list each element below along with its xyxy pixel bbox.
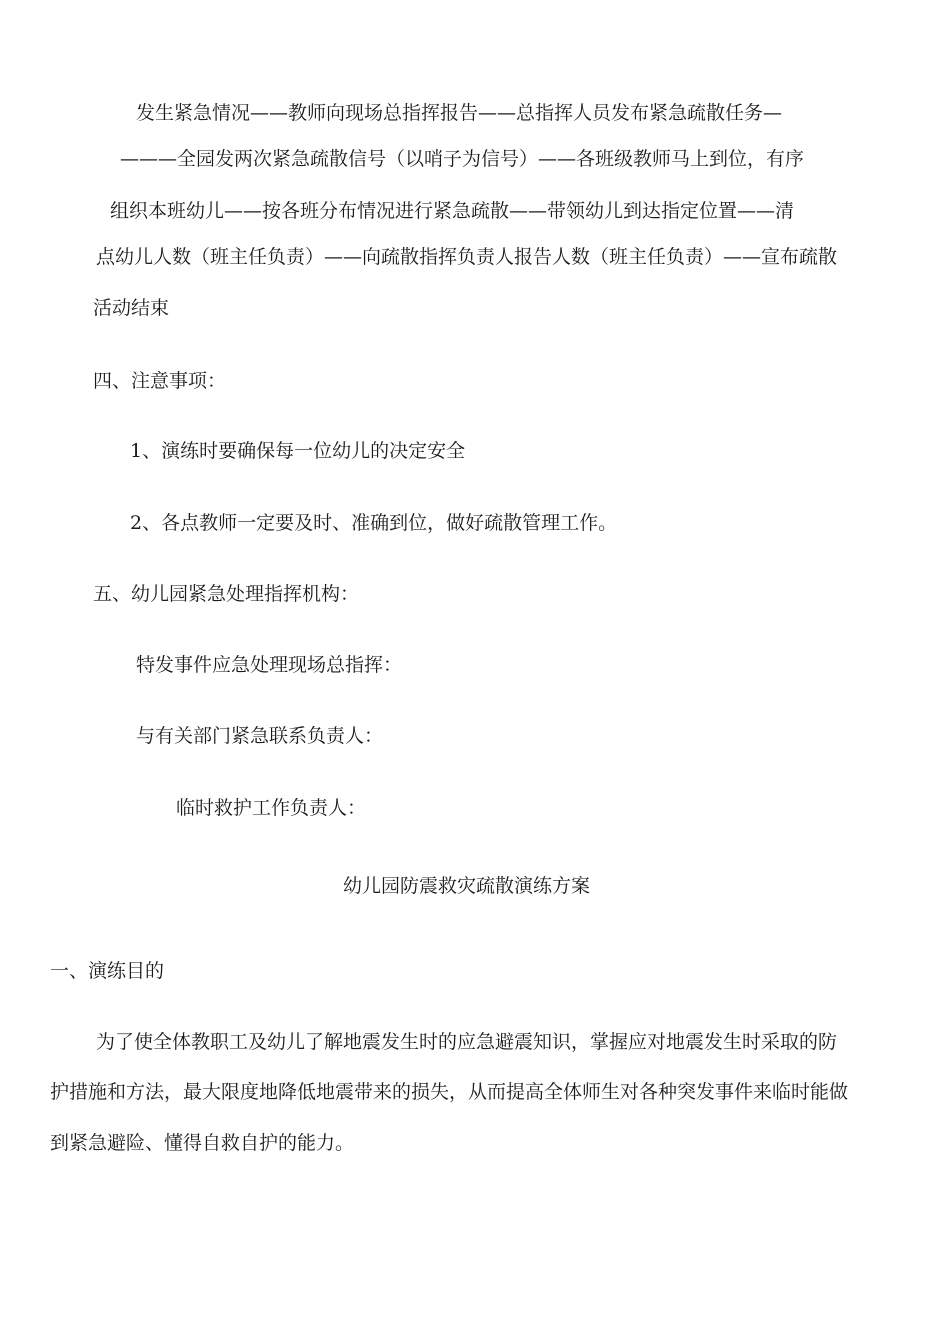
purpose-paragraph-line-1: 为了使全体教职工及幼儿了解地震发生时的应急避震知识，掌握应对地震发生时采取的防 (96, 1031, 838, 1053)
plan-section-1-heading: 一、演练目的 (50, 960, 165, 982)
procedure-line-4: 点幼儿人数（班主任负责）——向疏散指挥负责人报告人数（班主任负责）——宣布疏散 (96, 246, 838, 268)
role-liaison: 与有关部门紧急联系负责人： (136, 725, 384, 747)
section-5-heading: 五、幼儿园紧急处理指挥机构： (93, 583, 360, 605)
purpose-paragraph-line-3: 到紧急避险、懂得自救自护的能力。 (50, 1132, 355, 1154)
procedure-line-2: ———全园发两次紧急疏散信号（以哨子为信号）——各班级教师马上到位，有序 (120, 148, 805, 170)
procedure-line-3: 组织本班幼儿——按各班分布情况进行紧急疏散——带领幼儿到达指定位置——清 (110, 200, 795, 222)
precaution-item-1: 1、演练时要确保每一位幼儿的决定安全 (130, 440, 466, 462)
plan-title: 幼儿园防震救灾疏散演练方案 (343, 875, 591, 897)
procedure-line-5: 活动结束 (93, 297, 170, 319)
precaution-item-2: 2、各点教师一定要及时、准确到位，做好疏散管理工作。 (130, 512, 618, 534)
section-4-heading: 四、注意事项： (93, 370, 227, 392)
role-first-aid: 临时救护工作负责人： (176, 797, 367, 819)
procedure-line-1: 发生紧急情况——教师向现场总指挥报告——总指挥人员发布紧急疏散任务— (136, 102, 783, 124)
role-site-commander: 特发事件应急处理现场总指挥： (136, 654, 403, 676)
purpose-paragraph-line-2: 护措施和方法，最大限度地降低地震带来的损失，从而提高全体师生对各种突发事件来临时能做 (50, 1081, 849, 1103)
